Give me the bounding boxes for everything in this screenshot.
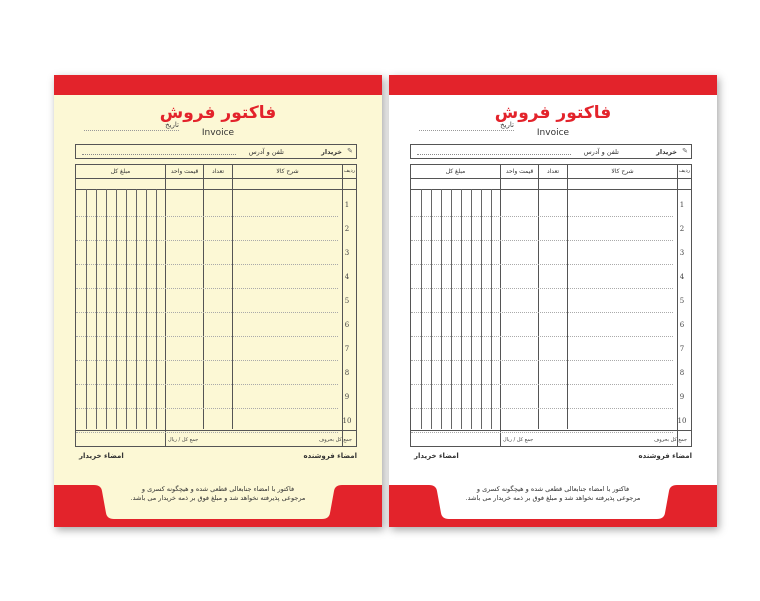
- row-divider: [76, 384, 338, 385]
- header-divider: [411, 178, 691, 179]
- col-header-description: شرح کالا: [611, 168, 634, 175]
- amount-digit-divider: [106, 189, 107, 429]
- address-label: تلفن و آدرس: [248, 148, 284, 156]
- row-divider: [76, 360, 338, 361]
- amount-digit-divider: [146, 189, 147, 429]
- row-divider: [76, 288, 338, 289]
- row-divider: [411, 264, 673, 265]
- sum-total-label: جمع کل / ریال: [503, 437, 534, 443]
- amount-digit-divider: [451, 189, 452, 429]
- col-divider-unitprice: [165, 165, 166, 446]
- invoice-subtitle: Invoice: [201, 128, 235, 138]
- footer-line-2: مرجوعی پذیرفته نخواهد شد و مبلغ فوق بر ذمه خریدار می باشد.: [465, 494, 641, 502]
- amount-digit-divider: [441, 189, 442, 429]
- seller-signature: امضاء فروشنده: [303, 452, 357, 460]
- items-table: [410, 164, 692, 447]
- amount-digit-divider: [481, 189, 482, 429]
- sum-in-words-label: جمع کل بحروف: [654, 437, 687, 443]
- row-divider: [411, 240, 673, 241]
- col-header-total: مبلغ کل: [110, 168, 131, 175]
- amount-digit-divider: [491, 189, 492, 429]
- address-line: [82, 154, 236, 155]
- row-number: 2: [679, 225, 685, 233]
- date-label: تاریخ: [500, 121, 514, 129]
- buyer-label: خریدار: [321, 148, 342, 156]
- col-header-row: ردیف: [678, 168, 691, 174]
- footer-line-1: فاکتور با امضاء جنابعالی قطعی شده و هیچگونه کسری و: [141, 485, 295, 493]
- row-divider: [76, 240, 338, 241]
- address-line: [417, 154, 571, 155]
- row-divider: [411, 432, 673, 433]
- seller-signature: امضاء فروشنده: [638, 452, 692, 460]
- footer-terms: [449, 485, 657, 503]
- row-number: 7: [344, 345, 350, 353]
- sum-divider: [76, 430, 356, 431]
- footer-terms: [114, 485, 322, 503]
- customer-box[interactable]: [410, 144, 692, 159]
- row-number: 6: [679, 321, 685, 329]
- amount-digit-divider: [96, 189, 97, 429]
- row-number: 6: [344, 321, 350, 329]
- top-red-band: [54, 75, 382, 95]
- col-divider-description: [567, 165, 568, 429]
- row-number: 9: [679, 393, 685, 401]
- invoice-subtitle: Invoice: [536, 128, 570, 138]
- row-number: 2: [344, 225, 350, 233]
- row-number: 10: [342, 417, 352, 425]
- invoice-title: فاکتور فروش: [494, 103, 612, 123]
- row-number: 1: [679, 201, 685, 209]
- row-number: 3: [344, 249, 350, 257]
- row-number: 3: [679, 249, 685, 257]
- row-number: 5: [679, 297, 685, 305]
- col-header-total: مبلغ کل: [445, 168, 466, 175]
- amount-digit-divider: [86, 189, 87, 429]
- row-number: 10: [677, 417, 687, 425]
- row-number: 9: [344, 393, 350, 401]
- row-divider: [76, 408, 338, 409]
- pen-icon: ✎: [347, 147, 353, 155]
- sum-in-words-label: جمع کل بحروف: [319, 437, 352, 443]
- amount-digit-divider: [136, 189, 137, 429]
- pen-icon: ✎: [682, 147, 688, 155]
- row-number: 8: [344, 369, 350, 377]
- col-header-quantity: تعداد: [211, 168, 225, 175]
- amount-digit-divider: [431, 189, 432, 429]
- row-number: 5: [344, 297, 350, 305]
- amount-digit-divider: [126, 189, 127, 429]
- amount-digit-divider: [471, 189, 472, 429]
- row-divider: [76, 264, 338, 265]
- row-number: 4: [679, 273, 685, 281]
- amount-digit-divider: [461, 189, 462, 429]
- buyer-label: خریدار: [656, 148, 677, 156]
- col-header-row: ردیف: [343, 168, 356, 174]
- invoice-title: فاکتور فروش: [159, 103, 277, 123]
- footer-line-2: مرجوعی پذیرفته نخواهد شد و مبلغ فوق بر ذمه خریدار می باشد.: [130, 494, 306, 502]
- col-header-unitprice: قیمت واحد: [170, 168, 199, 175]
- row-divider: [76, 312, 338, 313]
- address-label: تلفن و آدرس: [583, 148, 619, 156]
- col-divider-quantity: [203, 165, 204, 429]
- col-divider-unitprice: [500, 165, 501, 446]
- col-divider-quantity: [538, 165, 539, 429]
- col-divider-description: [232, 165, 233, 429]
- row-number: 4: [344, 273, 350, 281]
- row-number: 7: [679, 345, 685, 353]
- invoice-sheet-cream: [54, 75, 382, 527]
- invoice-sheet-white: [389, 75, 717, 527]
- date-field[interactable]: [419, 121, 514, 131]
- buyer-signature: امضاء خریدار: [414, 452, 459, 460]
- row-divider: [76, 432, 338, 433]
- buyer-signature: امضاء خریدار: [79, 452, 124, 460]
- col-header-unitprice: قیمت واحد: [505, 168, 534, 175]
- date-field[interactable]: [84, 121, 179, 131]
- row-divider: [411, 408, 673, 409]
- row-number: 1: [344, 201, 350, 209]
- header-divider: [76, 178, 356, 179]
- row-divider: [411, 384, 673, 385]
- sum-divider: [411, 430, 691, 431]
- sum-total-label: جمع کل / ریال: [168, 437, 199, 443]
- footer-line-1: فاکتور با امضاء جنابعالی قطعی شده و هیچگونه کسری و: [476, 485, 630, 493]
- row-number: 8: [679, 369, 685, 377]
- subheader-divider: [411, 189, 691, 190]
- row-divider: [411, 336, 673, 337]
- date-label: تاریخ: [165, 121, 179, 129]
- subheader-divider: [76, 189, 356, 190]
- row-divider: [411, 312, 673, 313]
- row-divider: [411, 360, 673, 361]
- row-divider: [411, 216, 673, 217]
- top-red-band: [389, 75, 717, 95]
- amount-digit-divider: [421, 189, 422, 429]
- amount-digit-divider: [156, 189, 157, 429]
- items-table: [75, 164, 357, 447]
- row-divider: [76, 216, 338, 217]
- row-divider: [411, 288, 673, 289]
- row-divider: [76, 336, 338, 337]
- col-header-quantity: تعداد: [546, 168, 560, 175]
- customer-box[interactable]: [75, 144, 357, 159]
- col-header-description: شرح کالا: [276, 168, 299, 175]
- amount-digit-divider: [116, 189, 117, 429]
